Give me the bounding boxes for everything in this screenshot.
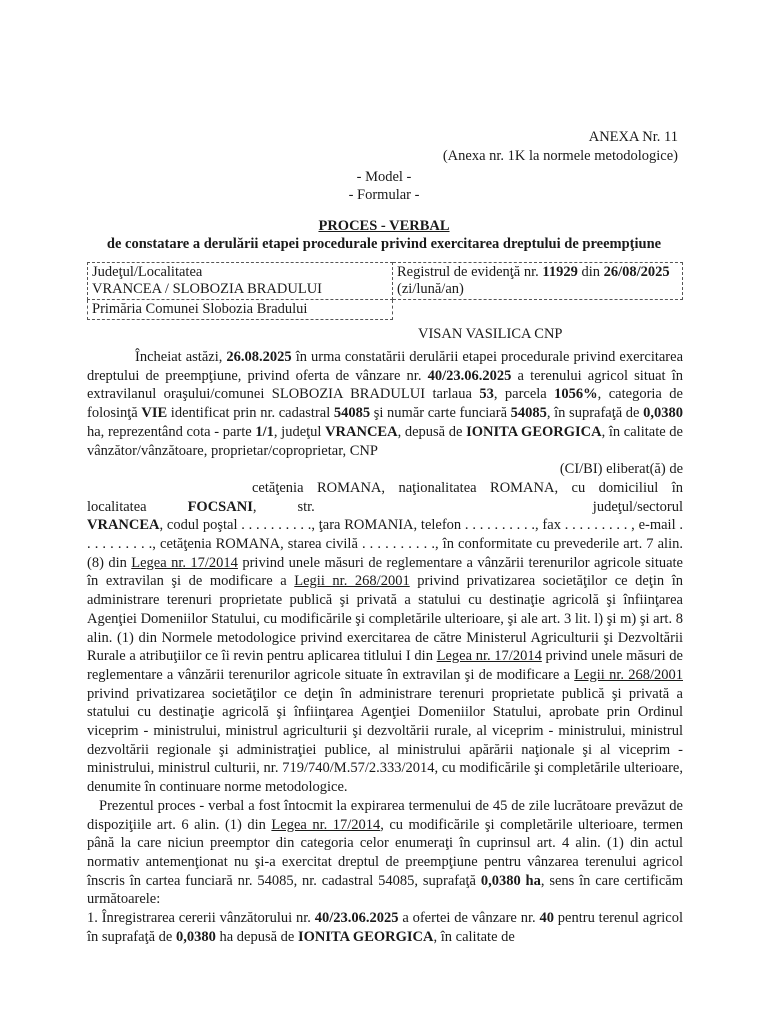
judet-label: Judeţul/Localitatea [92,264,203,280]
lege-link-2[interactable]: Legii nr. 268/2001 [294,573,410,590]
suprafata-value-3: 0,0380 [175,928,216,945]
judet-cell [88,263,393,300]
lege-link-4[interactable]: Legii nr. 268/2001 [574,666,683,683]
vanzator-name-2: IONITA GEORGICA [298,928,434,945]
suprafata-value: 0,0380 [643,405,683,422]
formular-label: - Formular - [348,187,420,203]
ci-line: (CI/BI) eliberat(ă) de [559,461,683,478]
name-line: VISAN VASILICA CNP [418,326,563,342]
categoria-value: VIE [141,405,168,422]
cf-value: 54085 [510,405,547,422]
cota-value: 1/1 [255,423,274,440]
header-table [87,262,683,320]
tarlaua-value: 53 [479,386,494,403]
document-subtitle: de constatare a derulării etapei procedurale privind exercitarea dreptului de preempţiune [106,236,662,252]
registru-cell [393,263,683,300]
document-title: PROCES - VERBAL [318,218,450,234]
vanzator-name: IONITA GEORGICA [466,423,602,440]
registru-date: 26/08/2025 [603,264,670,280]
oferta-number: 40/23.06.2025 [427,367,512,384]
empty-cell [393,300,683,320]
primaria-cell: Primăria Comunei Slobozia Bradului [88,300,393,320]
judet-value: VRANCEA / SLOBOZIA BRADULUI [92,281,322,297]
lege-link-3[interactable]: Legea nr. 17/2014 [436,648,542,665]
parcela-value: 1056% [554,386,598,403]
anexa-reference: (Anexa nr. 1K la normele metodologice) [442,148,678,164]
date-value: 26.08.2025 [226,349,292,365]
paragraph-1: Încheiat astăzi, 26.08.2025 în urma constatării derulării etapei procedurale privind exercitarea dreptului de preempţiune, privind oferta de vânzare nr. 40/23.06.2025 a terenului agricol situat în extravilanul oraşului/comunei SLOBOZIA BRADULUI tarlaua 53, parcela 1056%, categoria de folosinţă VIE identificat prin nr. cadastral 54085 şi număr carte funciară 54085, în suprafaţă de 0,0380 ha, reprezentând cota - parte 1/1, judeţul VRANCEA, depusă de IONITA GEORGICA, în calitate de vânzător/vânzătoare, proprietar/coproprietar, CNP [87,349,684,459]
judet-text: VRANCEA [325,423,398,440]
anexa-header [443,128,678,166]
localitatea-value: FOCSANI [187,498,253,515]
registru-din: din [577,264,604,280]
cerere-number: 40/23.06.2025 [314,910,399,927]
lege-link-5[interactable]: Legea nr. 17/2014 [271,816,381,833]
suprafata-value-2: 0,0380 ha [480,872,541,889]
registru-line [397,264,678,281]
lege-link-1[interactable]: Legea nr. 17/2014 [131,554,238,571]
registru-label: Registrul de evidenţă nr. [397,264,543,280]
cadastral-value: 54085 [333,405,371,422]
paragraph-1-cont: cetăţenia ROMANA, naţionalitatea ROMANA, cu domiciliul în localitatea FOCSANI, str. judeţul/sectorul VRANCEA, codul poştal . . . . . . . . . ., ţara ROMANIA, telefon . . . . . . . . . ., fax . . . . . . . . . , e-mail . . . . . . . . . ., cetăţenia ROMANA, starea civilă . . . . . . . . . ., în conformitate cu prevederile art. 7 alin. (8) din Legea nr. 17/2014 privind unele măsuri de reglementare a vânzării terenurilor agricole situate în extravilan şi de modificare a Legii nr. 268/2001 privind privatizarea societăţilor ce deţin în administrare terenuri proprietate publică şi privată a statului cu destinaţie agricolă şi înfiinţarea Agenţiei Domeniilor Statului, cu modificările şi completările ulterioare, şi ale art. 3 lit. l) şi m) şi art. 8 alin. (1) din Normele metodologice privind exercitarea de către Ministerul Agriculturii şi Dezvoltării Rurale a atribuţiilor ce îi revin pentru aplicarea titlului I din Legea nr. 17/2014 privind unele măsuri de reglementare a vânzării terenurilor agricole situate în extravilan şi de modificare a Legii nr. 268/2001 privind privatizarea societăţilor ce deţin în administrare terenuri proprietate publică şi privată a statului cu destinaţie agricolă şi înfiinţarea Agenţiei Domeniilor Statului, aprobate prin Ordinul viceprim - ministrului, ministrul agriculturii şi dezvoltării rurale, al viceprim - ministrului, ministrul dezvoltării regionale şi administraţiei publice, al ministrului apărării naţionale şi al viceprim - ministrului, ministrul culturii, nr. 719/740/M.57/2.333/2014, cu modificările şi completările ulterioare, denumite în continuare norme metodologice. [87,479,683,796]
judet2-value: VRANCEA [87,517,160,534]
paragraph-2: Prezentul proces - verbal a fost întocmit la expirarea termenului de 45 de zile lucrătoare prevăzut de dispoziţiile art. 6 alin. (1) din Legea nr. 17/2014, cu modificările şi completările ulterioare, termen până la care niciun preemptor din categoria celor enumeraţi în cuprinsul art. 4 alin. (1) din actul normativ antemenţionat nu şi-a exercitat dreptul de preempţiune pentru vânzarea terenului agricol înscris în cartea funciară nr. 54085, nr. cadastral 54085, suprafaţă 0,0380 ha, sens în care certificăm următoarele: [87,797,683,908]
model-label: - Model - [356,169,412,185]
document-body [87,348,683,947]
oferta-number-2: 40 [539,910,554,927]
registru-format: (zi/lună/an) [397,281,464,297]
paragraph-3: 1. Înregistrarea cererii vânzătorului nr. 40/23.06.2025 a ofertei de vânzare nr. 40 pentru terenul agricol în suprafaţă de 0,0380 ha depusă de IONITA GEORGICA, în calitate de [87,910,684,945]
anexa-number: ANEXA Nr. 11 [588,129,678,145]
registru-number: 11929 [542,264,578,280]
